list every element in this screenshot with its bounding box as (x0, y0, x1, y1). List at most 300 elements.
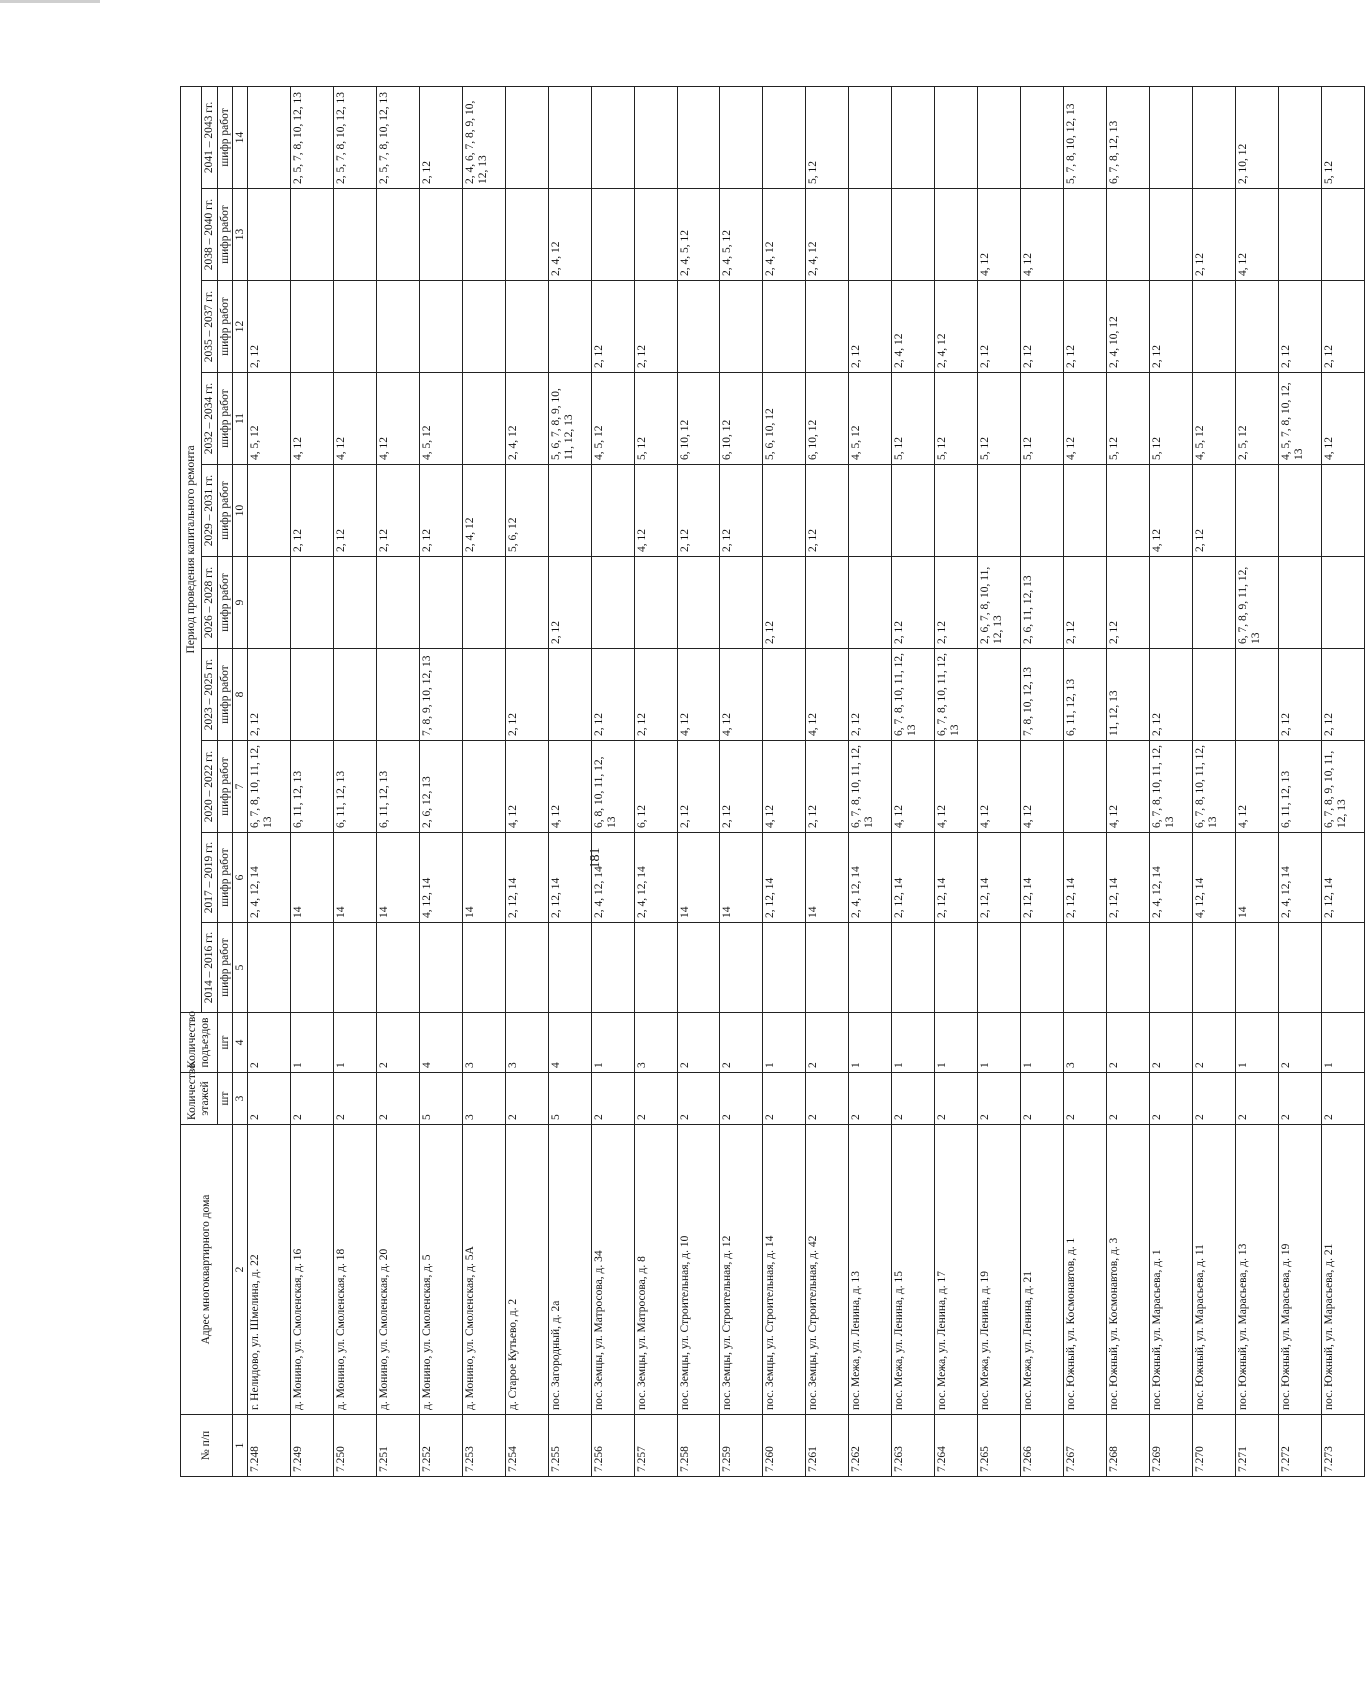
cell-entrances: 1 (935, 1013, 978, 1073)
cell-period-2032-2034: 4, 5, 12 (849, 373, 892, 465)
cell-period-2014-2016 (1021, 923, 1064, 1013)
cell-period-2029-2031 (1064, 465, 1107, 557)
table-row (1235, 86, 1278, 1476)
cell-row-number: 7.266 (1021, 1415, 1064, 1477)
header-period-3: 2020 – 2022 гг. (202, 741, 218, 833)
cell-entrances: 2 (720, 1013, 763, 1073)
cell-row-number: 7.265 (978, 1415, 1021, 1477)
cell-period-2014-2016 (333, 923, 376, 1013)
cell-entrances: 2 (376, 1013, 419, 1073)
cell-row-number: 7.260 (763, 1415, 806, 1477)
cell-period-2035-2037 (290, 281, 333, 373)
table-row (505, 86, 548, 1476)
cell-period-2038-2040 (849, 189, 892, 281)
cell-period-2035-2037 (462, 281, 505, 373)
cell-address: пос. Южный, ул. Марасьева, д. 13 (1235, 1125, 1278, 1415)
cell-period-2017-2019: 14 (677, 833, 720, 923)
cell-period-2023-2025 (763, 649, 806, 741)
cell-period-2023-2025 (978, 649, 1021, 741)
cell-period-2032-2034: 4, 5, 12 (248, 373, 291, 465)
cell-period-2035-2037 (763, 281, 806, 373)
cell-period-2026-2028 (806, 557, 849, 649)
cell-period-2038-2040: 2, 4, 12 (806, 189, 849, 281)
table-body (248, 86, 1365, 1476)
column-index: 4 (233, 1013, 248, 1073)
cell-period-2035-2037: 2, 12 (634, 281, 677, 373)
table-row (1107, 86, 1150, 1476)
cell-period-2014-2016 (849, 923, 892, 1013)
cell-period-2020-2022: 6, 7, 8, 9, 10, 11, 12, 13 (1321, 741, 1364, 833)
scan-edge-mark (0, 0, 100, 3)
cell-period-2029-2031: 2, 12 (677, 465, 720, 557)
table-row (333, 86, 376, 1476)
cell-entrances: 4 (548, 1013, 591, 1073)
cell-row-number: 7.270 (1192, 1415, 1235, 1477)
table-row (892, 86, 935, 1476)
cell-entrances: 1 (1321, 1013, 1364, 1073)
cell-period-2029-2031: 4, 12 (1150, 465, 1193, 557)
cell-period-2020-2022: 2, 12 (677, 741, 720, 833)
cell-period-2032-2034: 4, 5, 12 (1192, 373, 1235, 465)
header-period-1: 2014 – 2016 гг. (202, 923, 218, 1013)
cell-period-2041-2043: 2, 10, 12 (1235, 86, 1278, 188)
cell-period-2032-2034: 4, 5, 12 (591, 373, 634, 465)
cell-period-2038-2040 (591, 189, 634, 281)
cell-period-2026-2028: 2, 12 (1107, 557, 1150, 649)
cell-period-2017-2019: 2, 4, 12, 14 (1150, 833, 1193, 923)
cell-period-2014-2016 (376, 923, 419, 1013)
cell-entrances: 2 (1150, 1013, 1193, 1073)
cell-period-2041-2043: 2, 5, 7, 8, 10, 12, 13 (333, 86, 376, 188)
cell-entrances: 3 (505, 1013, 548, 1073)
cell-entrances: 1 (978, 1013, 1021, 1073)
cell-period-2041-2043 (849, 86, 892, 188)
cell-period-2029-2031 (248, 465, 291, 557)
table-row (591, 86, 634, 1476)
header-period: Период проведения капитального ремонта (181, 86, 202, 1012)
header-period-2: 2017 – 2019 гг. (202, 833, 218, 923)
cell-address: пос. Земцы, ул. Строительная, д. 10 (677, 1125, 720, 1415)
cell-period-2026-2028: 2, 12 (935, 557, 978, 649)
cell-address: пос. Межа, ул. Ленина, д. 19 (978, 1125, 1021, 1415)
cell-floors: 2 (333, 1073, 376, 1125)
repair-schedule-table (180, 86, 1365, 1477)
cell-period-2020-2022: 2, 12 (720, 741, 763, 833)
header-period-9: 2038 – 2040 гг. (202, 189, 218, 281)
repair-schedule-table-container (180, 87, 1365, 1477)
cell-address: пос. Межа, ул. Ленина, д. 13 (849, 1125, 892, 1415)
cell-period-2017-2019: 2, 12, 14 (1021, 833, 1064, 923)
cell-period-2035-2037 (419, 281, 462, 373)
cell-period-2017-2019: 2, 12, 14 (978, 833, 1021, 923)
cell-period-2017-2019: 2, 12, 14 (1064, 833, 1107, 923)
cell-period-2020-2022: 6, 11, 12, 13 (333, 741, 376, 833)
cell-period-2026-2028 (634, 557, 677, 649)
cell-period-2017-2019: 14 (333, 833, 376, 923)
cell-period-2032-2034: 4, 5, 7, 8, 10, 12, 13 (1278, 373, 1321, 465)
header-floors: Количество этажей (181, 1073, 218, 1125)
cell-period-2029-2031 (763, 465, 806, 557)
cell-period-2023-2025: 4, 12 (677, 649, 720, 741)
cell-period-2026-2028: 6, 7, 8, 9, 11, 12, 13 (1235, 557, 1278, 649)
cell-row-number: 7.261 (806, 1415, 849, 1477)
cell-floors: 2 (634, 1073, 677, 1125)
cell-period-2038-2040: 2, 4, 12 (763, 189, 806, 281)
cell-period-2032-2034: 6, 10, 12 (720, 373, 763, 465)
table-row (290, 86, 333, 1476)
cell-entrances: 3 (634, 1013, 677, 1073)
cell-period-2041-2043 (677, 86, 720, 188)
cell-address: пос. Загородный, д. 2а (548, 1125, 591, 1415)
cell-period-2035-2037 (548, 281, 591, 373)
cell-period-2014-2016 (763, 923, 806, 1013)
cell-period-2041-2043 (720, 86, 763, 188)
cell-period-2026-2028 (1321, 557, 1364, 649)
unit-work-code: шифр работ (218, 557, 233, 649)
header-period-5: 2026 – 2028 гг. (202, 557, 218, 649)
cell-period-2038-2040 (376, 189, 419, 281)
cell-period-2032-2034: 4, 12 (333, 373, 376, 465)
cell-period-2017-2019: 2, 4, 12, 14 (634, 833, 677, 923)
cell-period-2017-2019: 2, 12, 14 (1321, 833, 1364, 923)
cell-period-2020-2022: 4, 12 (1021, 741, 1064, 833)
unit-work-code: шифр работ (218, 833, 233, 923)
cell-floors: 2 (720, 1073, 763, 1125)
cell-period-2023-2025: 11, 12, 13 (1107, 649, 1150, 741)
cell-period-2032-2034: 5, 12 (935, 373, 978, 465)
cell-period-2017-2019: 2, 4, 12, 14 (849, 833, 892, 923)
unit-entrances: шт (218, 1013, 233, 1073)
cell-row-number: 7.269 (1150, 1415, 1193, 1477)
cell-entrances: 1 (763, 1013, 806, 1073)
cell-row-number: 7.271 (1235, 1415, 1278, 1477)
cell-period-2014-2016 (935, 923, 978, 1013)
cell-period-2020-2022: 4, 12 (892, 741, 935, 833)
cell-period-2029-2031 (892, 465, 935, 557)
cell-period-2023-2025: 2, 12 (849, 649, 892, 741)
cell-period-2014-2016 (806, 923, 849, 1013)
cell-period-2032-2034: 5, 12 (1150, 373, 1193, 465)
cell-row-number: 7.249 (290, 1415, 333, 1477)
column-index: 12 (233, 281, 248, 373)
cell-period-2035-2037: 2, 12 (1021, 281, 1064, 373)
cell-row-number: 7.259 (720, 1415, 763, 1477)
cell-period-2017-2019: 14 (462, 833, 505, 923)
cell-period-2026-2028 (462, 557, 505, 649)
cell-period-2032-2034: 4, 12 (290, 373, 333, 465)
cell-period-2017-2019: 14 (1235, 833, 1278, 923)
column-index: 7 (233, 741, 248, 833)
unit-work-code: шифр работ (218, 281, 233, 373)
cell-period-2035-2037 (1235, 281, 1278, 373)
cell-row-number: 7.251 (376, 1415, 419, 1477)
cell-period-2029-2031: 2, 12 (419, 465, 462, 557)
cell-floors: 2 (892, 1073, 935, 1125)
cell-period-2041-2043: 2, 5, 7, 8, 10, 12, 13 (376, 86, 419, 188)
table-row (462, 86, 505, 1476)
cell-period-2029-2031: 2, 12 (376, 465, 419, 557)
cell-period-2038-2040: 4, 12 (1235, 189, 1278, 281)
unit-floors: шт (218, 1073, 233, 1125)
cell-entrances: 1 (892, 1013, 935, 1073)
cell-period-2035-2037: 2, 4, 12 (935, 281, 978, 373)
cell-period-2041-2043: 2, 5, 7, 8, 10, 12, 13 (290, 86, 333, 188)
cell-period-2020-2022: 4, 12 (978, 741, 1021, 833)
cell-floors: 2 (505, 1073, 548, 1125)
table-row (1150, 86, 1193, 1476)
cell-period-2026-2028 (376, 557, 419, 649)
cell-period-2023-2025: 6, 7, 8, 10, 11, 12, 13 (935, 649, 978, 741)
cell-period-2035-2037: 2, 12 (1321, 281, 1364, 373)
cell-address: д. Монино, ул. Смоленская, д. 5 (419, 1125, 462, 1415)
unit-work-code: шифр работ (218, 189, 233, 281)
cell-period-2023-2025 (462, 649, 505, 741)
cell-period-2026-2028 (677, 557, 720, 649)
cell-entrances: 1 (1021, 1013, 1064, 1073)
unit-work-code: шифр работ (218, 923, 233, 1013)
cell-period-2035-2037: 2, 12 (849, 281, 892, 373)
cell-address: д. Старое Кутьево, д. 2 (505, 1125, 548, 1415)
cell-address: пос. Межа, ул. Ленина, д. 17 (935, 1125, 978, 1415)
cell-period-2023-2025 (333, 649, 376, 741)
cell-period-2026-2028 (591, 557, 634, 649)
cell-period-2023-2025: 4, 12 (720, 649, 763, 741)
header-address: Адрес многоквартирного дома (181, 1125, 233, 1415)
cell-period-2038-2040: 4, 12 (1021, 189, 1064, 281)
cell-entrances: 1 (849, 1013, 892, 1073)
cell-period-2041-2043: 5, 12 (1321, 86, 1364, 188)
cell-period-2020-2022: 6, 11, 12, 13 (376, 741, 419, 833)
cell-period-2020-2022: 4, 12 (1107, 741, 1150, 833)
cell-period-2032-2034: 5, 6, 7, 8, 9, 10, 11, 12, 13 (548, 373, 591, 465)
cell-row-number: 7.273 (1321, 1415, 1364, 1477)
table-row (763, 86, 806, 1476)
cell-period-2032-2034: 5, 12 (1107, 373, 1150, 465)
cell-period-2026-2028: 2, 12 (763, 557, 806, 649)
cell-period-2014-2016 (462, 923, 505, 1013)
cell-period-2035-2037 (505, 281, 548, 373)
cell-row-number: 7.248 (248, 1415, 291, 1477)
cell-period-2017-2019: 2, 4, 12, 14 (248, 833, 291, 923)
cell-entrances: 1 (591, 1013, 634, 1073)
cell-period-2032-2034: 5, 12 (978, 373, 1021, 465)
cell-period-2020-2022: 4, 12 (935, 741, 978, 833)
cell-period-2014-2016 (720, 923, 763, 1013)
cell-period-2014-2016 (1321, 923, 1364, 1013)
header-period-4: 2023 – 2025 гг. (202, 649, 218, 741)
cell-period-2041-2043 (935, 86, 978, 188)
cell-floors: 2 (806, 1073, 849, 1125)
cell-period-2020-2022: 6, 7, 8, 10, 11, 12, 13 (248, 741, 291, 833)
cell-entrances: 2 (1278, 1013, 1321, 1073)
table-row (849, 86, 892, 1476)
cell-entrances: 3 (462, 1013, 505, 1073)
cell-period-2041-2043 (1150, 86, 1193, 188)
cell-period-2023-2025: 6, 7, 8, 10, 11, 12, 13 (892, 649, 935, 741)
cell-period-2041-2043: 2, 4, 6, 7, 8, 9, 10, 12, 13 (462, 86, 505, 188)
cell-period-2017-2019: 2, 12, 14 (935, 833, 978, 923)
cell-period-2038-2040 (1107, 189, 1150, 281)
cell-period-2029-2031 (978, 465, 1021, 557)
table-row (1064, 86, 1107, 1476)
cell-period-2041-2043 (548, 86, 591, 188)
table-row (376, 86, 419, 1476)
cell-address: пос. Земцы, ул. Строительная, д. 42 (806, 1125, 849, 1415)
cell-period-2026-2028 (1278, 557, 1321, 649)
cell-period-2017-2019: 14 (720, 833, 763, 923)
cell-period-2041-2043 (505, 86, 548, 188)
cell-period-2038-2040 (505, 189, 548, 281)
cell-period-2014-2016 (248, 923, 291, 1013)
cell-period-2032-2034: 2, 5, 12 (1235, 373, 1278, 465)
cell-row-number: 7.264 (935, 1415, 978, 1477)
cell-period-2029-2031 (1235, 465, 1278, 557)
cell-floors: 2 (591, 1073, 634, 1125)
cell-period-2041-2043 (978, 86, 1021, 188)
table-row (634, 86, 677, 1476)
cell-entrances: 1 (333, 1013, 376, 1073)
cell-period-2017-2019: 2, 12, 14 (548, 833, 591, 923)
cell-floors: 2 (1192, 1073, 1235, 1125)
cell-address: д. Монино, ул. Смоленская, д. 18 (333, 1125, 376, 1415)
cell-period-2026-2028 (1150, 557, 1193, 649)
cell-floors: 5 (419, 1073, 462, 1125)
cell-row-number: 7.255 (548, 1415, 591, 1477)
table-row (1278, 86, 1321, 1476)
table-header (181, 86, 248, 1476)
cell-period-2035-2037: 2, 12 (1278, 281, 1321, 373)
header-num: № п/п (181, 1415, 233, 1477)
cell-floors: 2 (1064, 1073, 1107, 1125)
cell-period-2029-2031: 2, 12 (290, 465, 333, 557)
cell-period-2029-2031 (548, 465, 591, 557)
cell-period-2038-2040 (1321, 189, 1364, 281)
cell-entrances: 2 (677, 1013, 720, 1073)
cell-entrances: 4 (419, 1013, 462, 1073)
cell-period-2023-2025 (290, 649, 333, 741)
cell-period-2035-2037: 2, 12 (978, 281, 1021, 373)
cell-period-2014-2016 (978, 923, 1021, 1013)
cell-period-2014-2016 (677, 923, 720, 1013)
cell-period-2017-2019: 2, 12, 14 (1107, 833, 1150, 923)
header-period-7: 2032 – 2034 гг. (202, 373, 218, 465)
cell-period-2014-2016 (591, 923, 634, 1013)
cell-row-number: 7.262 (849, 1415, 892, 1477)
cell-period-2032-2034: 4, 12 (1064, 373, 1107, 465)
table-row (720, 86, 763, 1476)
cell-period-2026-2028 (248, 557, 291, 649)
cell-period-2026-2028 (290, 557, 333, 649)
cell-period-2017-2019: 4, 12, 14 (1192, 833, 1235, 923)
cell-period-2032-2034 (462, 373, 505, 465)
column-index: 9 (233, 557, 248, 649)
cell-period-2029-2031 (1107, 465, 1150, 557)
cell-period-2035-2037: 2, 12 (248, 281, 291, 373)
cell-period-2038-2040 (634, 189, 677, 281)
cell-period-2020-2022: 4, 12 (548, 741, 591, 833)
cell-period-2023-2025 (376, 649, 419, 741)
cell-period-2038-2040: 4, 12 (978, 189, 1021, 281)
cell-period-2023-2025 (1192, 649, 1235, 741)
cell-period-2029-2031: 2, 12 (333, 465, 376, 557)
cell-address: г. Нелидово, ул. Шмелина, д. 22 (248, 1125, 291, 1415)
header-period-6: 2029 – 2031 гг. (202, 465, 218, 557)
cell-period-2023-2025: 7, 8, 10, 12, 13 (1021, 649, 1064, 741)
cell-period-2035-2037 (720, 281, 763, 373)
cell-period-2020-2022 (1064, 741, 1107, 833)
cell-period-2038-2040 (248, 189, 291, 281)
cell-period-2026-2028 (720, 557, 763, 649)
cell-period-2035-2037: 2, 12 (591, 281, 634, 373)
cell-row-number: 7.252 (419, 1415, 462, 1477)
cell-period-2020-2022: 6, 8, 10, 11, 12, 13 (591, 741, 634, 833)
cell-address: пос. Южный, ул. Марасьева, д. 11 (1192, 1125, 1235, 1415)
cell-entrances: 1 (1235, 1013, 1278, 1073)
cell-period-2035-2037 (806, 281, 849, 373)
cell-floors: 2 (935, 1073, 978, 1125)
cell-period-2038-2040: 2, 4, 5, 12 (677, 189, 720, 281)
cell-period-2026-2028: 2, 12 (892, 557, 935, 649)
cell-period-2032-2034: 5, 12 (634, 373, 677, 465)
cell-period-2023-2025: 2, 12 (505, 649, 548, 741)
cell-entrances: 2 (806, 1013, 849, 1073)
cell-period-2035-2037 (1192, 281, 1235, 373)
cell-floors: 2 (376, 1073, 419, 1125)
cell-period-2014-2016 (505, 923, 548, 1013)
cell-period-2017-2019: 2, 12, 14 (505, 833, 548, 923)
cell-period-2029-2031 (591, 465, 634, 557)
cell-period-2026-2028 (505, 557, 548, 649)
cell-period-2041-2043 (1021, 86, 1064, 188)
cell-address: пос. Земцы, ул. Строительная, д. 14 (763, 1125, 806, 1415)
cell-period-2041-2043 (763, 86, 806, 188)
cell-period-2038-2040 (935, 189, 978, 281)
cell-row-number: 7.257 (634, 1415, 677, 1477)
table-row (548, 86, 591, 1476)
unit-work-code: шифр работ (218, 649, 233, 741)
column-index: 3 (233, 1073, 248, 1125)
header-entrances: Количество подъездов (181, 1013, 218, 1073)
column-index-row (233, 86, 248, 1476)
cell-period-2020-2022 (462, 741, 505, 833)
cell-period-2017-2019: 2, 4, 12, 14 (591, 833, 634, 923)
cell-period-2017-2019: 14 (376, 833, 419, 923)
cell-period-2026-2028 (333, 557, 376, 649)
cell-row-number: 7.256 (591, 1415, 634, 1477)
cell-period-2041-2043 (248, 86, 291, 188)
cell-period-2032-2034: 5, 12 (1021, 373, 1064, 465)
cell-period-2032-2034: 6, 10, 12 (806, 373, 849, 465)
cell-period-2041-2043: 6, 7, 8, 12, 13 (1107, 86, 1150, 188)
column-index: 1 (233, 1415, 248, 1477)
cell-period-2014-2016 (1107, 923, 1150, 1013)
cell-period-2023-2025: 7, 8, 9, 10, 12, 13 (419, 649, 462, 741)
cell-period-2029-2031: 4, 12 (634, 465, 677, 557)
cell-period-2041-2043: 5, 7, 8, 10, 12, 13 (1064, 86, 1107, 188)
cell-period-2041-2043: 2, 12 (419, 86, 462, 188)
cell-period-2032-2034: 4, 5, 12 (419, 373, 462, 465)
cell-period-2023-2025 (1235, 649, 1278, 741)
cell-floors: 2 (849, 1073, 892, 1125)
cell-period-2020-2022: 6, 7, 8, 10, 11, 12, 13 (849, 741, 892, 833)
table-row (419, 86, 462, 1476)
cell-period-2041-2043: 5, 12 (806, 86, 849, 188)
column-index: 13 (233, 189, 248, 281)
cell-period-2029-2031 (1321, 465, 1364, 557)
cell-period-2020-2022: 6, 11, 12, 13 (290, 741, 333, 833)
cell-period-2026-2028 (849, 557, 892, 649)
cell-entrances: 3 (1064, 1013, 1107, 1073)
